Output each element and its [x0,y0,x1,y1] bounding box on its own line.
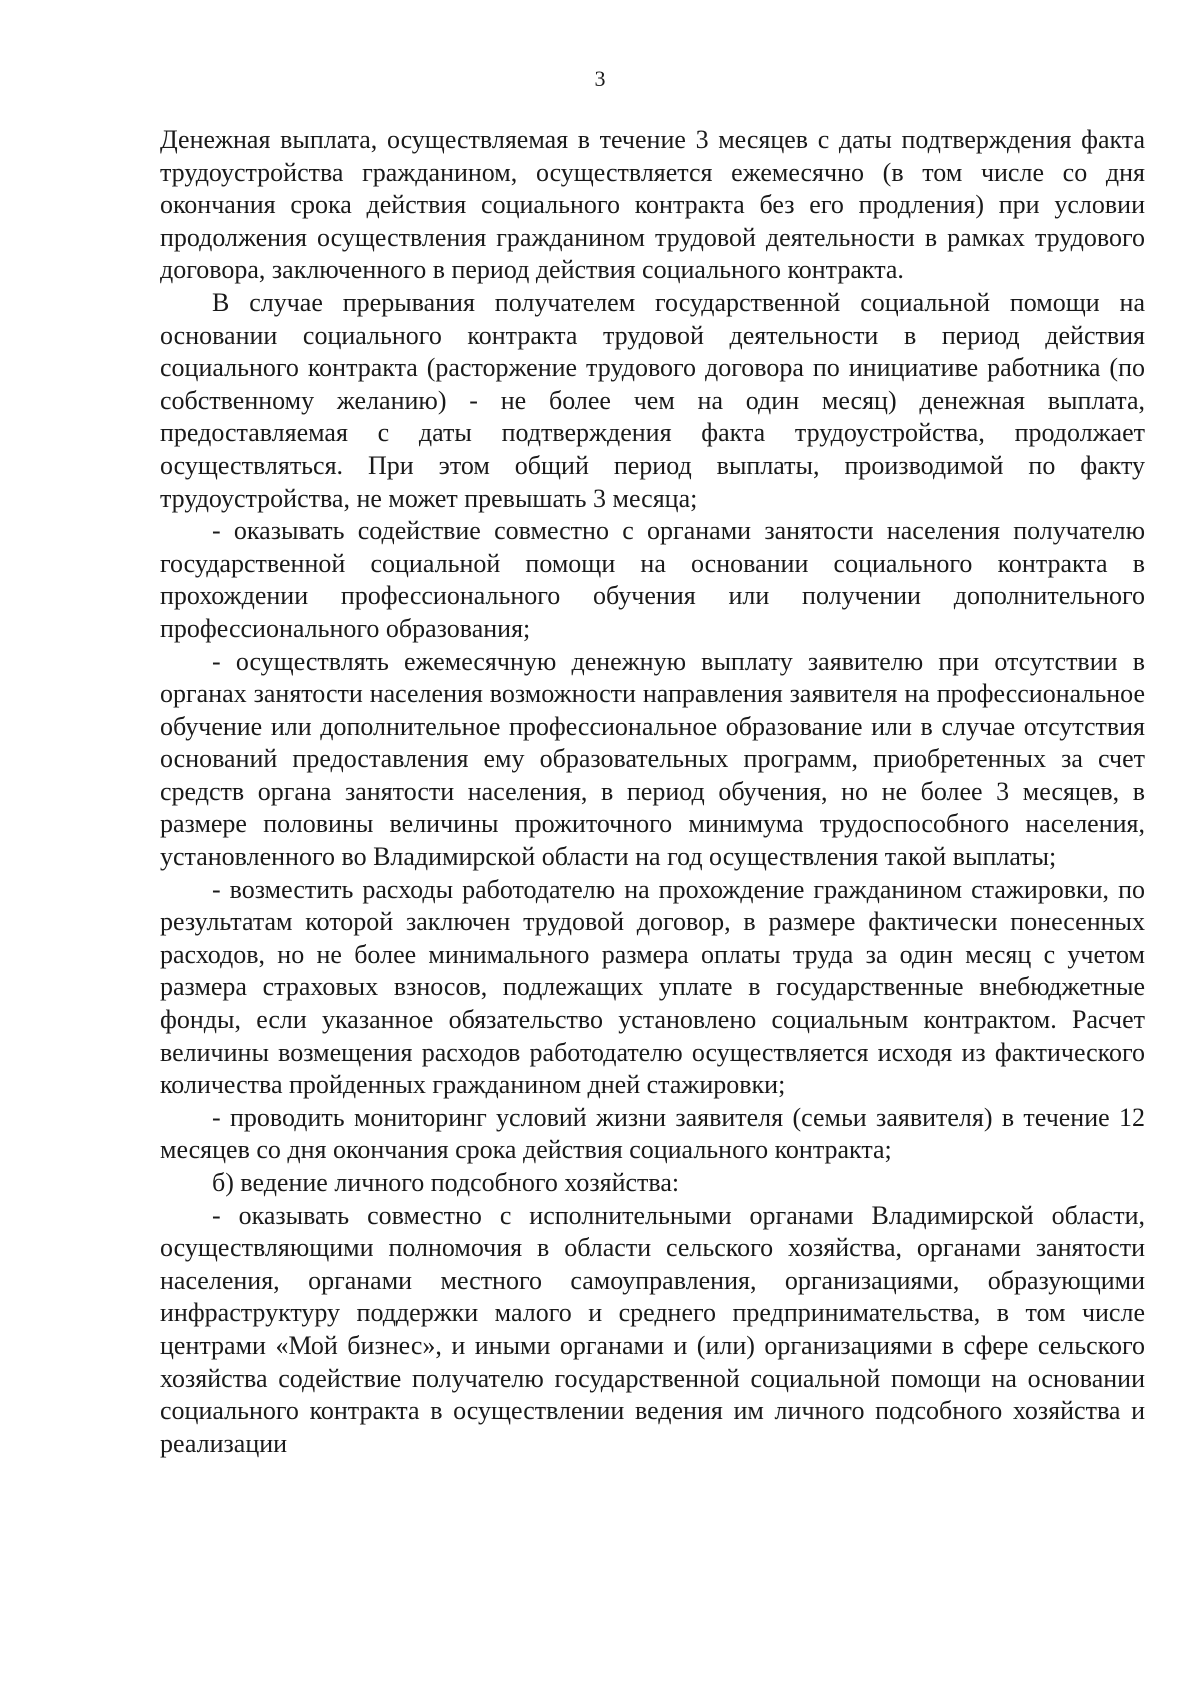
document-body [160,124,1145,1460]
paragraph: Денежная выплата, осуществляемая в течение 3 месяцев с даты подтверждения факта трудоустройства гражданином, осуществляется ежемесячно (в том числе со дня окончания срока действия социального контракта без его продления) при условии продолжения осуществления гражданином трудовой деятельности в рамках трудового договора, заключенного в период действия социального контракта. [160,125,1145,285]
list-item: - проводить мониторинг условий жизни заявителя (семьи заявителя) в течение 12 месяцев со дня окончания срока действия социального контракта; [160,1102,1145,1165]
paragraph: В случае прерывания получателем государственной социальной помощи на основании социального контракта трудовой деятельности в период действия социального контракта (расторжение трудового договора по инициативе работника (по собственному желанию) - не более чем на один месяц) денежная выплата, предоставляемая с даты подтверждения факта трудоустройства, продолжает осуществляться. При этом общий период выплаты, производимой по факту трудоустройства, не может превышать 3 месяца; [160,287,1145,513]
list-item: - осуществлять ежемесячную денежную выплату заявителю при отсутствии в органах занятости населения возможности направления заявителя на профессиональное обучение или дополнительное профессиональное образование или в случае отсутствия оснований предоставления ему образовательных программ, приобретенных за счет средств органа занятости населения, в период обучения, но не более 3 месяцев, в размере половины величины прожиточного минимума трудоспособного населения, установленного во Владимирской области на год осуществления такой выплаты; [160,646,1145,872]
section-heading: б) ведение личного подсобного хозяйства: [212,1168,680,1197]
list-item: - оказывать совместно с исполнительными органами Владимирской области, осуществляющими полномочия в области сельского хозяйства, органами занятости населения, органами местного самоуправления, организациями, образующими инфраструктуру поддержки малого и среднего предпринимательства, в том числе центрами «Мой бизнес», и иными органами и (или) организациями в сфере сельского хозяйства содействие получателю государственной социальной помощи на основании социального контракта в осуществлении ведения им личного подсобного хозяйства и реализации [160,1200,1145,1458]
list-item: - возместить расходы работодателю на прохождение гражданином стажировки, по результатам которой заключен трудовой договор, в размере фактически понесенных расходов, но не более минимального размера оплаты труда за один месяц с учетом размера страховых взносов, подлежащих уплате в государственные внебюджетные фонды, если указанное обязательство установлено социальным контрактом. Расчет величины возмещения расходов работодателю осуществляется исходя из фактического количества пройденных гражданином дней стажировки; [160,874,1145,1100]
list-item: - оказывать содействие совместно с органами занятости населения получателю государственной социальной помощи на основании социального контракта в прохождении профессионального обучения или получении дополнительного профессионального образования; [160,516,1145,643]
page-number: 3 [594,66,606,91]
